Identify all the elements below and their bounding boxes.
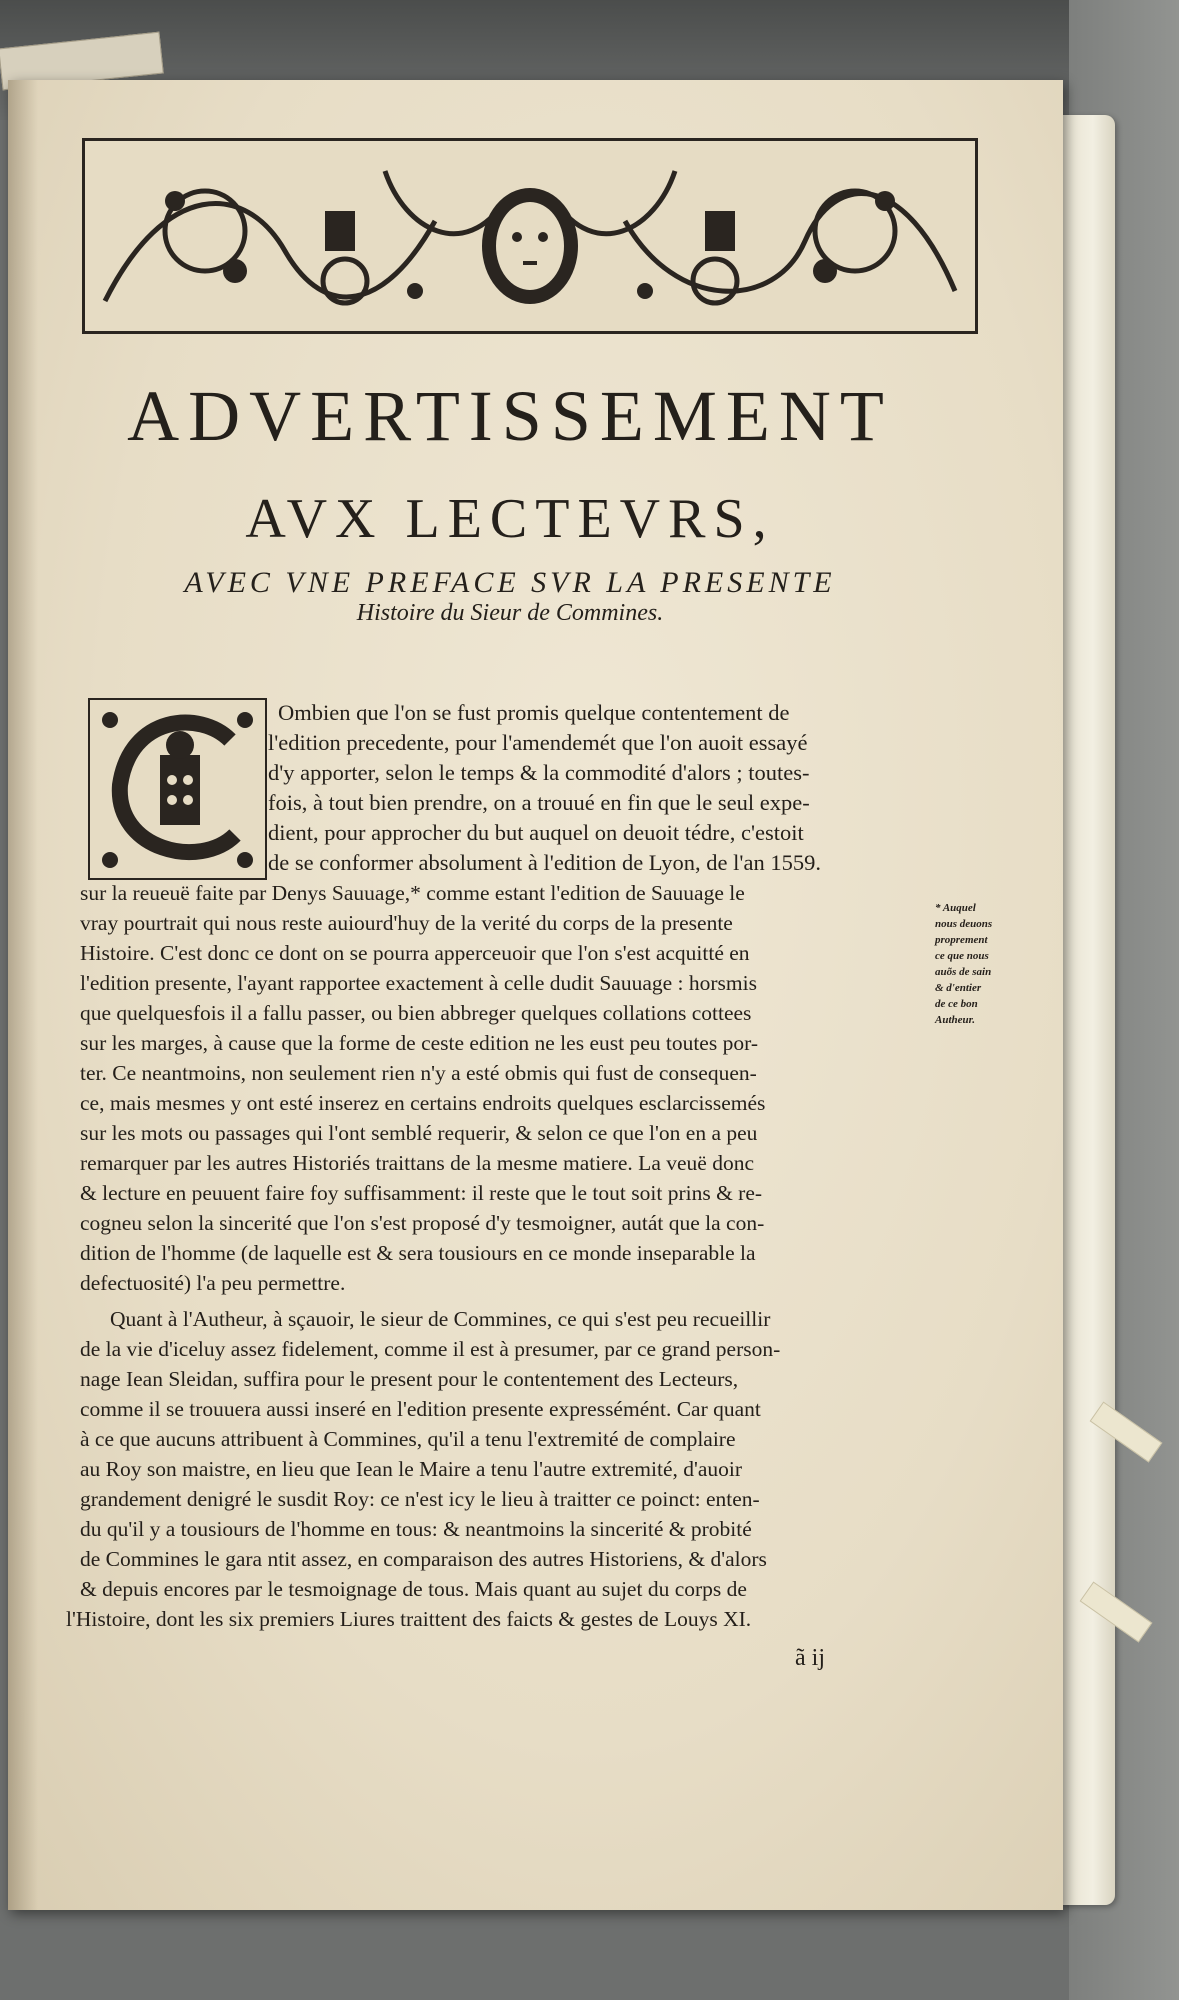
initial-engraving (90, 700, 265, 878)
margin-note-line: nous deuons (935, 918, 993, 930)
text-line: de la vie d'iceluy assez fidelement, comme il est à presumer, par ce grand person- (80, 1337, 781, 1361)
text-line: grandement denigré le susdit Roy: ce n'est icy le lieu à traitter ce poinct: enten- (80, 1487, 760, 1511)
margin-note-line: ce que nous (935, 950, 989, 962)
margin-note-line: de ce bon (935, 998, 978, 1010)
text-line: l'edition precedente, pour l'amendemét que l'on auoit essayé (268, 730, 808, 755)
text-line: remarquer par les autres Historiés traittans de la mesme matiere. La veuë donc (80, 1151, 754, 1175)
text-line: Ombien que l'on se fust promis quelque contentement de (278, 700, 790, 725)
margin-note-line: Autheur. (935, 1014, 976, 1026)
text-line: dition de l'homme (de laquelle est & sera tousiours en ce monde inseparable la (80, 1241, 756, 1265)
text-line: ter. Ce neantmoins, non seulement rien n'y a esté obmis qui fust de consequen- (80, 1061, 757, 1085)
text-line: de Commines le gara ntit assez, en comparaison des autres Historiens, & d'alors (80, 1547, 767, 1571)
text-line: cogneu selon la sincerité que l'on s'est proposé d'y tesmoigner, autát que la con- (80, 1211, 765, 1235)
preface-subheading: Histoire du Sieur de Commines. (356, 600, 664, 626)
text-line: d'y apporter, selon le temps & la commodité d'alors ; toutes- (268, 760, 810, 785)
page-subtitle: AVX LECTEVRS, (245, 488, 775, 550)
text-line: & depuis encores par le tesmoignage de tous. Mais quant au sujet du corps de (80, 1577, 747, 1601)
text-line: Histoire. C'est donc ce dont on se pourra apperceuoir que l'on s'est acquitté en (80, 941, 750, 965)
text-line: de se conformer absolument à l'edition de Lyon, de l'an 1559. (268, 850, 821, 875)
text-line: ce, mais mesmes y ont esté inserez en certains endroits quelques esclarcissemés (80, 1091, 766, 1115)
margin-note-line: & d'entier (935, 982, 982, 994)
text-line: l'Histoire, dont les six premiers Liures traittent des faicts & gestes de Louys XI. (66, 1607, 752, 1631)
text-line: Quant à l'Autheur, à sçauoir, le sieur de Commines, ce qui s'est peu recueillir (110, 1307, 771, 1331)
page-edges (1060, 115, 1115, 1905)
text-line: nage Iean Sleidan, suffira pour le present pour le contentement des Lecteurs, (80, 1367, 739, 1391)
page-title: ADVERTISSEMENT (127, 376, 893, 456)
text-line: comme il se trouuera aussi inseré en l'edition presente expressémént. Car quant (80, 1397, 761, 1421)
text-line: que quelquesfois il a fallu passer, ou bien abbreger quelques collations cottees (80, 1001, 752, 1025)
text-line: du qu'il y a tousiours de l'homme en tous: & neantmoins la sincerité & probité (80, 1517, 752, 1541)
margin-note-line: auõs de sain (935, 966, 992, 978)
text-line: defectuosité) l'a peu permettre. (80, 1271, 346, 1295)
text-line: à ce que aucuns attribuent à Commines, qu'il a tenu l'extremité de complaire (80, 1427, 736, 1451)
ornamental-headpiece (82, 138, 978, 334)
text-line: sur la reueuë faite par Denys Sauuage,* comme estant l'edition de Sauuage le (80, 881, 745, 905)
text-line: sur les marges, à cause que la forme de ceste edition ne les eust peu toutes por- (80, 1031, 758, 1055)
margin-note-line: proprement (935, 934, 988, 946)
text-line: l'edition presente, l'ayant rapportee exactement à celle dudit Sauuage : horsmis (80, 971, 757, 995)
signature-mark: ã ij (795, 1645, 825, 1671)
text-line: vray pourtrait qui nous reste auiourd'huy de la verité du corps de la presente (80, 911, 733, 935)
decorated-initial-c (88, 698, 267, 880)
text-line: dient, pour approcher du but auquel on deuoit tédre, c'estoit (268, 820, 804, 845)
margin-note-line: * Auquel (935, 902, 976, 914)
preface-heading: AVEC VNE PREFACE SVR LA PRESENTE (184, 566, 836, 599)
text-line: au Roy son maistre, en lieu que Iean le Maire a tenu l'autre extremité, d'auoir (80, 1457, 743, 1481)
text-line: sur les mots ou passages qui l'ont semblé requerir, & selon ce que l'on en a peu (80, 1121, 758, 1145)
text-line: fois, à tout bien prendre, on a trouué en fin que le seul expe- (268, 790, 810, 815)
headpiece-engraving (85, 141, 975, 331)
gutter-shadow (8, 80, 38, 1910)
text-line: & lecture en peuuent faire foy suffisamment: il reste que le tout soit prins & re- (80, 1181, 763, 1205)
